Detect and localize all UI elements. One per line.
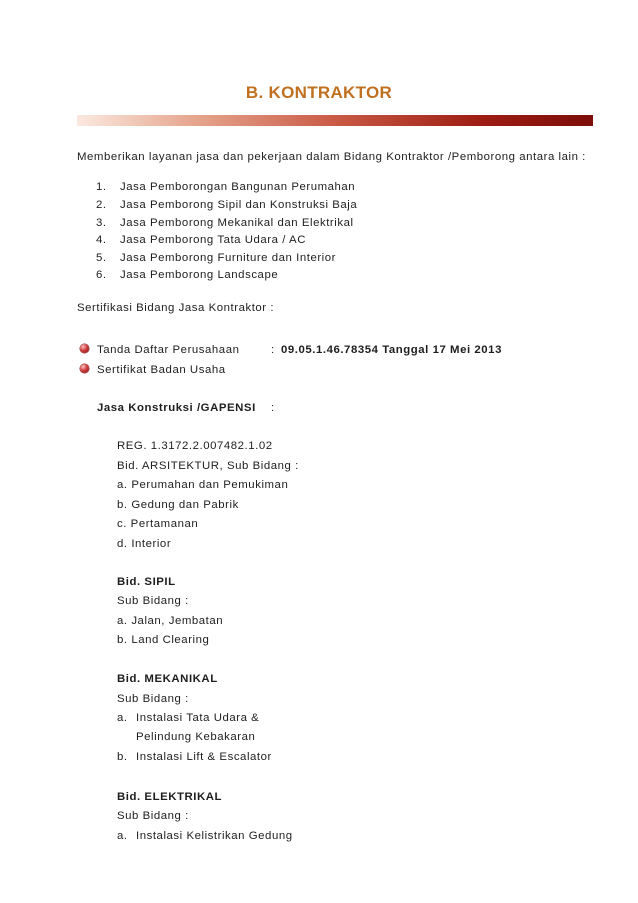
list-item-text: Jasa Pemborong Mekanikal dan Elektrikal [120, 217, 354, 229]
mekanikal-heading: Bid. MEKANIKAL [117, 673, 218, 685]
page-title: B. KONTRAKTOR [245, 83, 393, 102]
list-item-number: 6. [96, 269, 107, 281]
list-item-text: Instalasi Tata Udara & [136, 712, 260, 724]
list-item: d. Interior [117, 538, 172, 550]
cert-heading: Sertifikasi Bidang Jasa Kontraktor : [77, 302, 275, 314]
tdp-value: 09.05.1.46.78354 Tanggal 17 Mei 2013 [281, 344, 502, 356]
sipil-heading: Bid. SIPIL [117, 576, 176, 588]
list-item-text: Jasa Pemborongan Bangunan Perumahan [120, 181, 356, 193]
list-item: b. Gedung dan Pabrik [117, 499, 239, 511]
list-item-number: 4. [96, 234, 107, 246]
intro-text: Memberikan layanan jasa dan pekerjaan dalam Bidang Kontraktor /Pemborong antara lain : [77, 151, 586, 163]
list-item-text: Jasa Pemborong Sipil dan Konstruksi Baja [120, 199, 358, 211]
title-divider-bar [77, 115, 593, 126]
list-item-text: Jasa Pemborong Tata Udara / AC [120, 234, 306, 246]
list-item-letter: a. [117, 712, 128, 724]
bullet-icon [80, 344, 89, 353]
list-item-text: Instalasi Kelistrikan Gedung [136, 830, 293, 842]
list-item-text: Jasa Pemborong Furniture dan Interior [120, 252, 336, 264]
gapensi-colon: : [271, 402, 275, 414]
sbu-label: Sertifikat Badan Usaha [97, 364, 226, 376]
list-item-number: 1. [96, 181, 107, 193]
elektrikal-heading: Bid. ELEKTRIKAL [117, 791, 223, 803]
tdp-colon: : [271, 344, 275, 356]
list-item-number: 2. [96, 199, 107, 211]
list-item-number: 3. [96, 217, 107, 229]
tdp-label: Tanda Daftar Perusahaan [97, 344, 240, 356]
list-item: c. Pertamanan [117, 518, 199, 530]
list-item: a. Perumahan dan Pemukiman [117, 479, 289, 491]
gapensi-label: Jasa Konstruksi /GAPENSI [97, 402, 256, 414]
list-item-text: Jasa Pemborong Landscape [120, 269, 279, 281]
bullet-icon [80, 364, 89, 373]
list-item-text: Instalasi Lift & Escalator [136, 751, 272, 763]
sipil-sub: Sub Bidang : [117, 595, 189, 607]
arsitektur-heading: Bid. ARSITEKTUR, Sub Bidang : [117, 460, 299, 472]
list-item-text: Pelindung Kebakaran [136, 731, 256, 743]
list-item-number: 5. [96, 252, 107, 264]
elektrikal-sub: Sub Bidang : [117, 810, 189, 822]
mekanikal-sub: Sub Bidang : [117, 693, 189, 705]
list-item: a. Jalan, Jembatan [117, 615, 224, 627]
list-item-letter: b. [117, 751, 128, 763]
reg-number: REG. 1.3172.2.007482.1.02 [117, 440, 273, 452]
list-item-letter: a. [117, 830, 128, 842]
list-item: b. Land Clearing [117, 634, 210, 646]
